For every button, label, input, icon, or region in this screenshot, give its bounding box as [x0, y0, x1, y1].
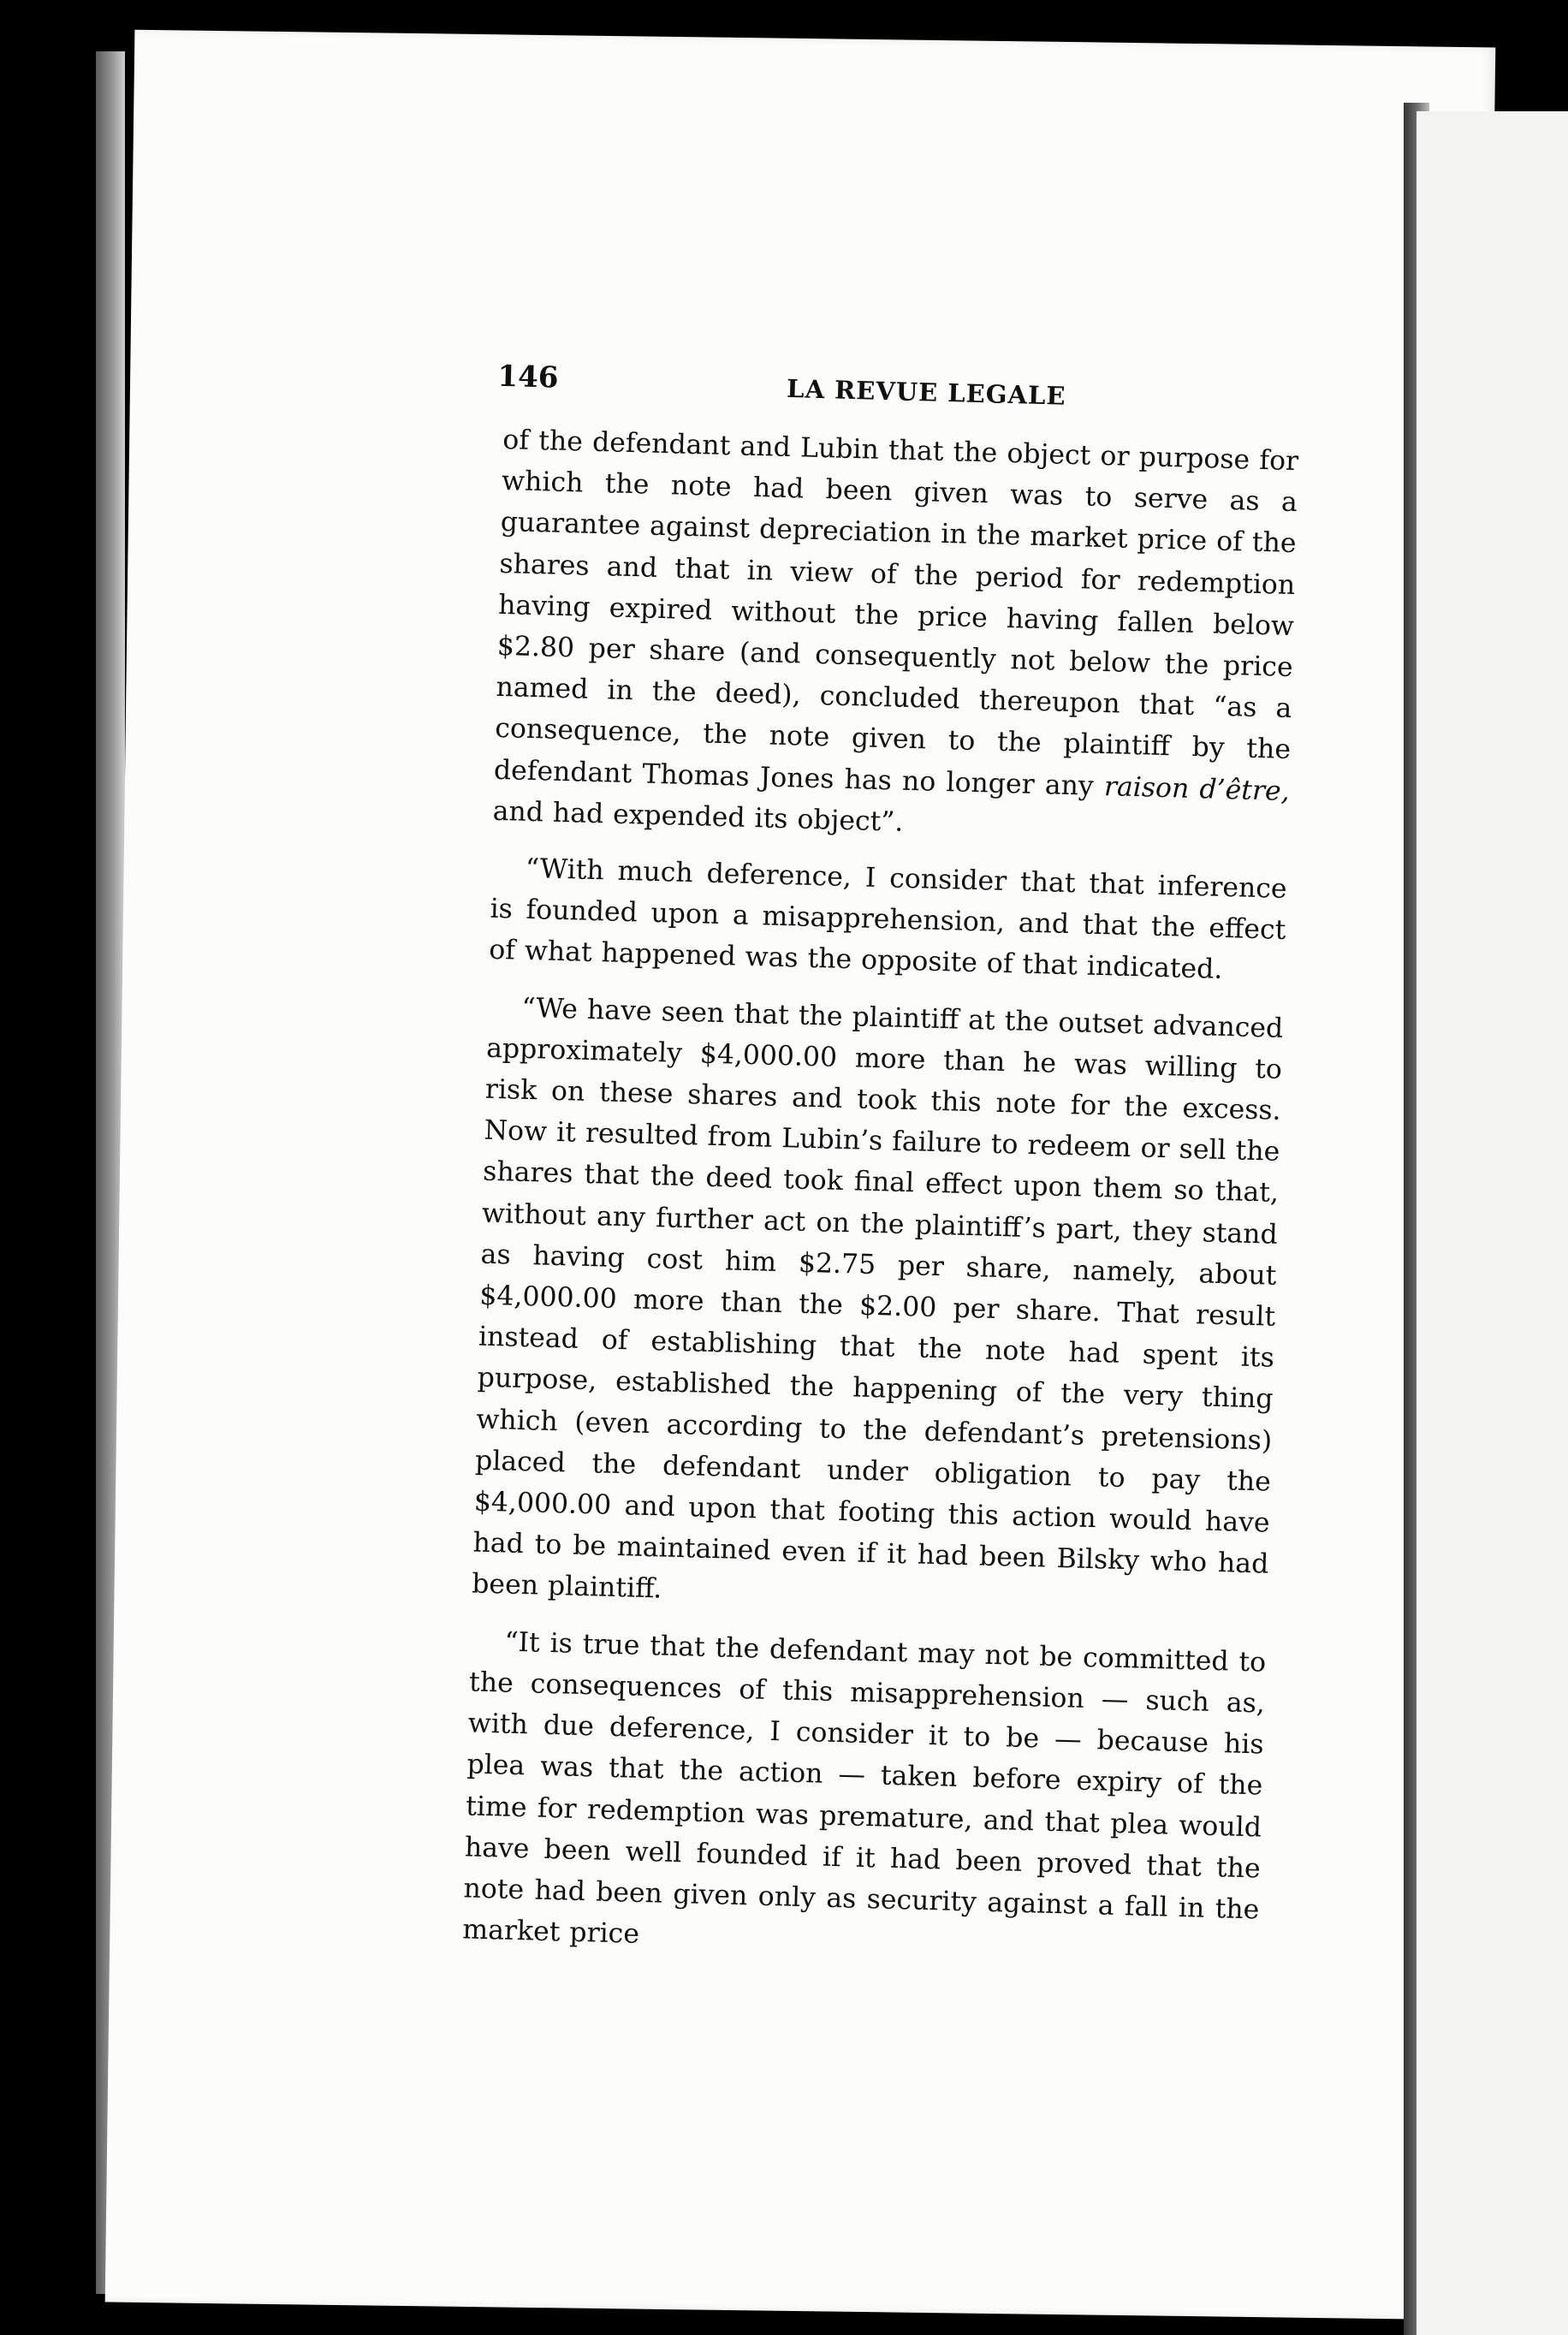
- paragraph-1-text: of the defendant and Lubin that the object or purpose for which the note had been given was to serve as a guarantee against depreciation in the market price of the shares and that in view of the period for redemption having expired without the price having fallen below $2.80 per share (and consequently not below the price named in the deed), concluded thereupon that “as a consequence, the note given to the plaintiff by the defendant Thomas Jones has no longer any: [493, 424, 1299, 802]
- paragraph-2: “With much deference, I consider that that inference is founded upon a misapprehension, and that the effect of what happened was the opposite of that indicated.: [488, 853, 1288, 986]
- facing-page-edge: [1417, 111, 1568, 2335]
- paragraph-1: [492, 419, 1299, 853]
- page-number: 146: [496, 359, 559, 395]
- paragraph-4: “It is true that the defendant may not be committed to the consequences of this misapprehension — such as, with due deference, I consider it to be — because his plea was that the action — taken before expiry of the time for redemption was premature, and that plea would have been well founded if it had been proved that the note had been given only as security against a fall in the market price: [461, 1626, 1267, 1951]
- paragraph-1-italic: raison d’être,: [1103, 770, 1291, 807]
- paragraph-3: “We have seen that the plaintiff at the outset advanced approximately $4,000.00 more than he was willing to risk on these shares and took this note for the excess. Now it resulted from Lubin’s failure to redeem or sell the shares that the deed took final effect upon them so that, without any further act on the plaintiff’s part, they stand as having cost him $2.75 per share, namely, about $4,000.00 more than the $2.00 per share. That result instead of establishing that the note had spent its purpose, established the happening of the very thing which (even according to the defendant’s pretensions) placed the defendant under obligation to pay the $4,000.00 and upon that footing this action would have had to be maintained even if it had been Bilsky who had been plaintiff.: [471, 992, 1284, 1605]
- running-title: LA REVUE LEGALE: [786, 373, 1066, 411]
- page-text-block: [462, 359, 1301, 1972]
- paragraph-1-end: and had expended its object”.: [492, 795, 904, 838]
